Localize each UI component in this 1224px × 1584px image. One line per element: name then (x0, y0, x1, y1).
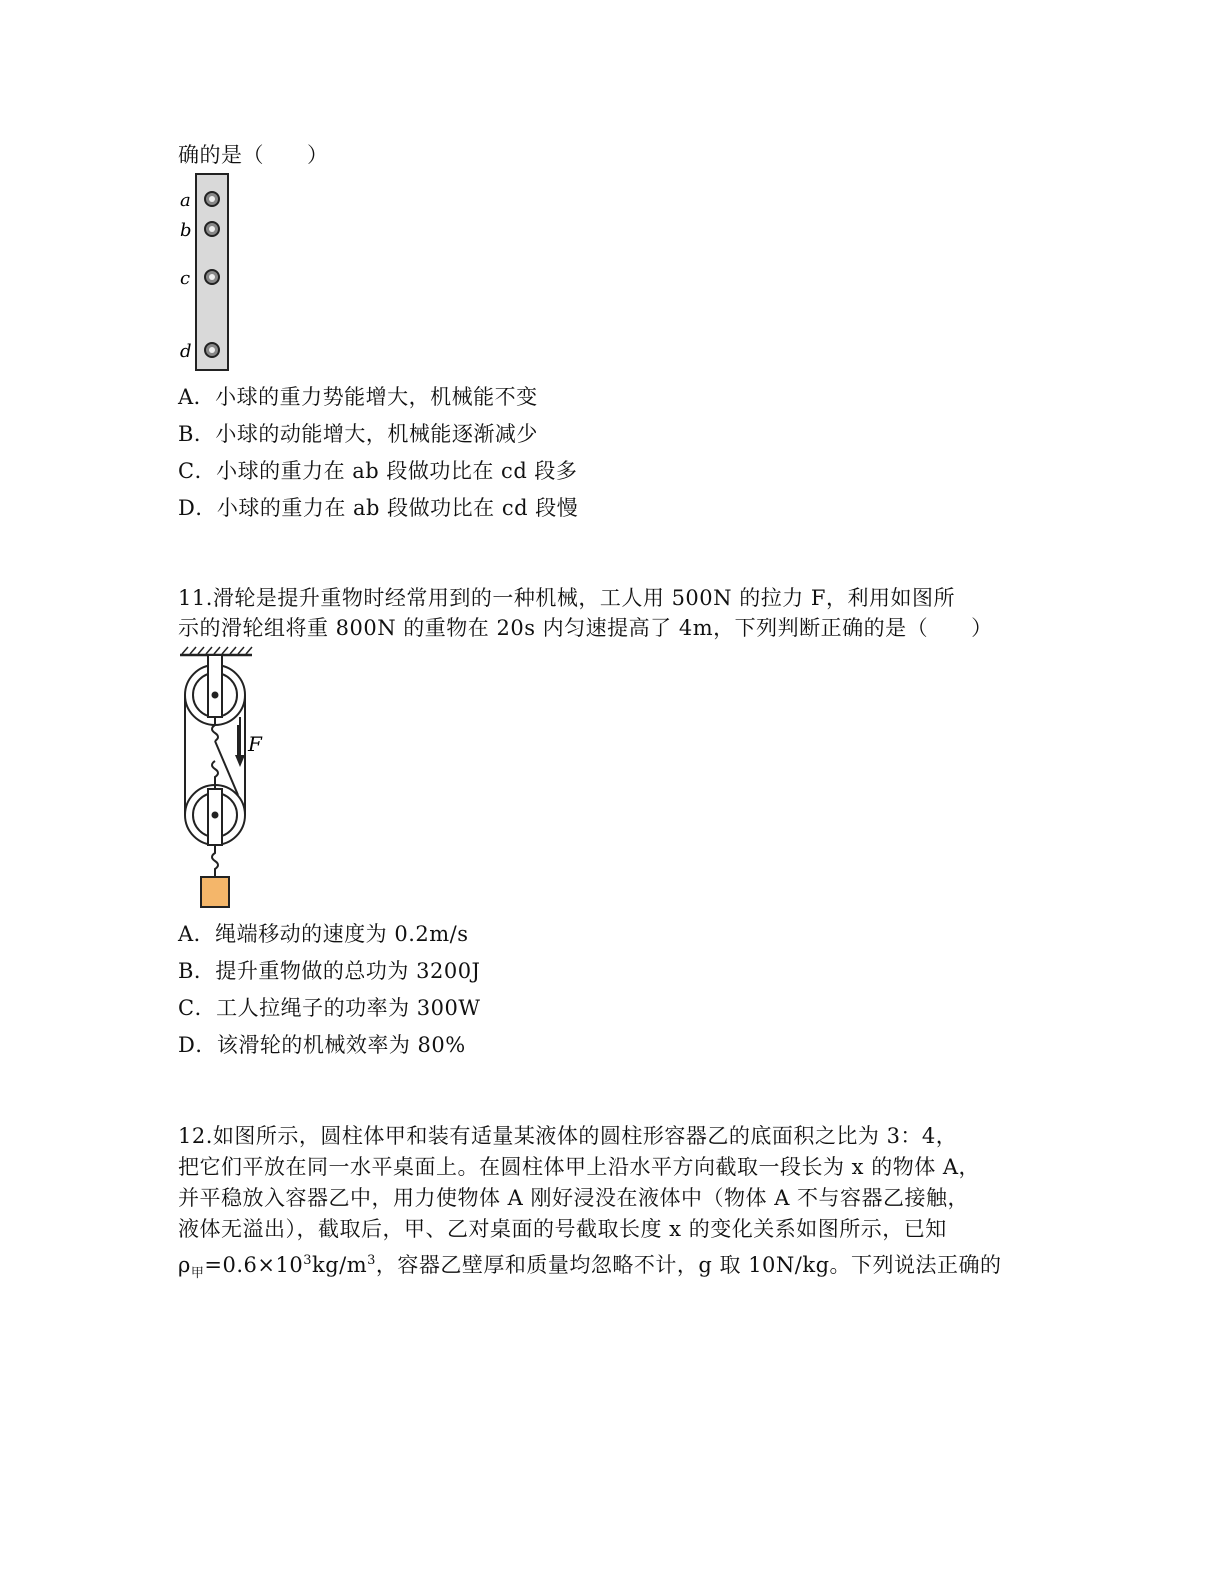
q12-stem-line1: 12.如图所示，圆柱体甲和装有适量某液体的圆柱形容器乙的底面积之比为 3：4， (178, 1124, 958, 1148)
q12-stem-line5-rest: ，容器乙壁厚和质量均忽略不计，g 取 10N/kg。下列说法正确的 (375, 1253, 1002, 1277)
density-unit: kg/m (311, 1253, 368, 1277)
rho-subscript: 甲 (190, 1266, 205, 1282)
ball-b (205, 222, 219, 236)
force-label: F (248, 732, 262, 756)
q10-stem-tail: 确的是（ ） (178, 143, 329, 167)
q10-option-a[interactable]: A．小球的重力势能增大，机械能不变 (178, 385, 538, 409)
movable-pulley (185, 785, 245, 845)
q11-option-c[interactable]: C．工人拉绳子的功率为 300W (178, 996, 481, 1020)
q12-stem-line2: 把它们平放在同一水平桌面上。在圆柱体甲上沿水平方向截取一段长为 x 的物体 A， (178, 1155, 981, 1179)
q12-stem-line5 (178, 1250, 1002, 1280)
density-exponent: 3 (303, 1253, 312, 1268)
q10-option-c[interactable]: C．小球的重力在 ab 段做功比在 cd 段多 (178, 459, 578, 483)
weight-block (201, 877, 229, 907)
ball-d (205, 343, 219, 357)
q11-figure-pulley-system (176, 645, 276, 915)
ball-a (205, 192, 219, 206)
q10-figure-ball-plate (176, 172, 236, 374)
q12-stem-line4: 液体无溢出），截取后，甲、乙对桌面的号截取长度 x 的变化关系如图所示，已知 (178, 1217, 947, 1241)
density-value: =0.6×10 (204, 1253, 304, 1277)
label-d: d (180, 341, 192, 362)
ceiling (180, 647, 252, 655)
force-arrow (235, 717, 245, 767)
q11-option-b[interactable]: B．提升重物做的总功为 3200J (178, 959, 481, 983)
fixed-pulley-hook (212, 717, 218, 741)
q10-option-b[interactable]: B．小球的动能增大，机械能逐渐减少 (178, 422, 538, 446)
ball-c (205, 270, 219, 284)
q12-stem-line3: 并平稳放入容器乙中，用力使物体 A 刚好浸没在液体中（物体 A 不与容器乙接触， (178, 1186, 970, 1210)
unit-exponent: 3 (367, 1253, 376, 1268)
q11-stem-line2: 示的滑轮组将重 800N 的重物在 20s 内匀速提高了 4m，下列判断正确的是（ ） (178, 616, 993, 640)
q11-option-d[interactable]: D．该滑轮的机械效率为 80% (178, 1033, 466, 1057)
fixed-pulley (185, 655, 245, 725)
label-b: b (180, 220, 192, 241)
q11-option-a[interactable]: A．绳端移动的速度为 0.2m/s (178, 922, 469, 946)
q11-stem-line1: 11.滑轮是提升重物时经常用到的一种机械，工人用 500N 的拉力 F，利用如图所 (178, 586, 955, 610)
label-c: c (180, 268, 191, 289)
rho-symbol: ρ (178, 1253, 191, 1277)
q10-option-d[interactable]: D．小球的重力在 ab 段做功比在 cd 段慢 (178, 496, 579, 520)
label-a: a (180, 190, 191, 211)
movable-pulley-hook-bottom (212, 845, 218, 877)
